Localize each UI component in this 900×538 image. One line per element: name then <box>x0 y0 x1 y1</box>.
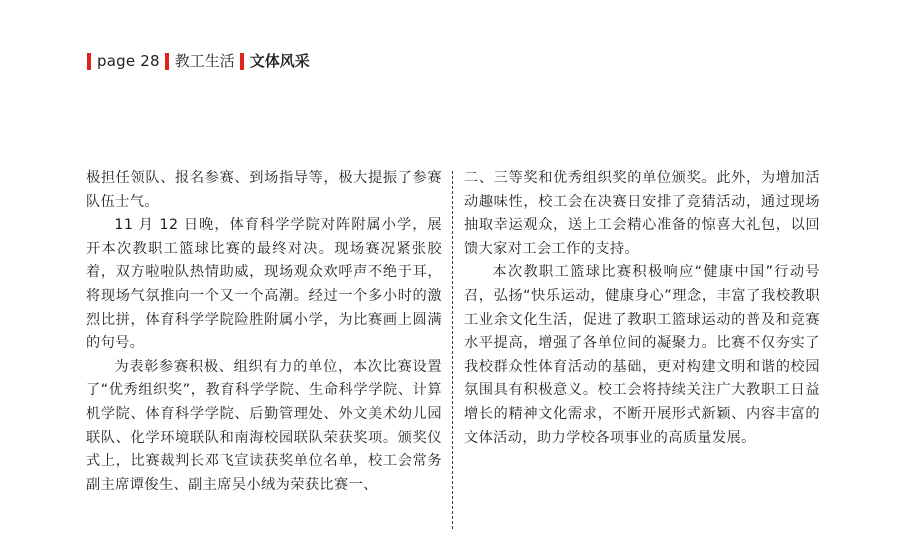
page-number: page 28 <box>97 52 160 70</box>
header-accent-bar <box>240 53 244 70</box>
page-header <box>87 50 310 72</box>
article-left-column <box>86 167 442 497</box>
article-paragraph: 为表彰参赛积极、组织有力的单位，本次比赛设置了“优秀组织奖”，教育科学学院、生命科学学院、计算机学院、体育科学学院、后勤管理处、外文美术幼儿园联队、化学环境联队和南海校园联队荣获奖项。颁奖仪式上，比赛裁判长邓飞宣读获奖单位名单，校工会常务副主席谭俊生、副主席吴小绒为荣获比赛一、 <box>86 358 442 493</box>
column-divider <box>452 171 453 529</box>
header-accent-bar <box>87 53 91 70</box>
header-accent-bar <box>165 53 169 70</box>
column-title: 文体风采 <box>249 52 310 70</box>
section-title: 教工生活 <box>174 52 235 70</box>
article-right-column <box>464 167 820 450</box>
article-paragraph: 二、三等奖和优秀组织奖的单位颁奖。此外，为增加活动趣味性，校工会在决赛日安排了竞猜活动，通过现场抽取幸运观众，送上工会精心准备的惊喜大礼包，以回馈大家对工会工作的支持。 <box>464 170 820 257</box>
article-paragraph: 本次教职工篮球比赛积极响应“健康中国”行动号召，弘扬“快乐运动，健康身心”理念，丰富了我校教职工业余文化生活，促进了教职工篮球运动的普及和竞赛水平提高，增强了各单位间的凝聚力。比赛不仅夯实了我校群众性体育活动的基础，更对构建文明和谐的校园氛围具有积极意义。校工会将持续关注广大教职工日益增长的精神文化需求，不断开展形式新颖、内容丰富的文体活动，助力学校各项事业的高质量发展。 <box>464 264 820 446</box>
article-paragraph: 极担任领队、报名参赛、到场指导等，极大提振了参赛队伍士气。 <box>86 170 442 210</box>
article-paragraph: 11 月 12 日晚，体育科学学院对阵附属小学，展开本次教职工篮球比赛的最终对决。现场赛况紧张胶着，双方啦啦队热情助威，现场观众欢呼声不绝于耳，将现场气氛推向一个又一个高潮。经过一个多小时的激烈比拼，体育科学学院险胜附属小学，为比赛画上圆满的句号。 <box>86 217 442 352</box>
